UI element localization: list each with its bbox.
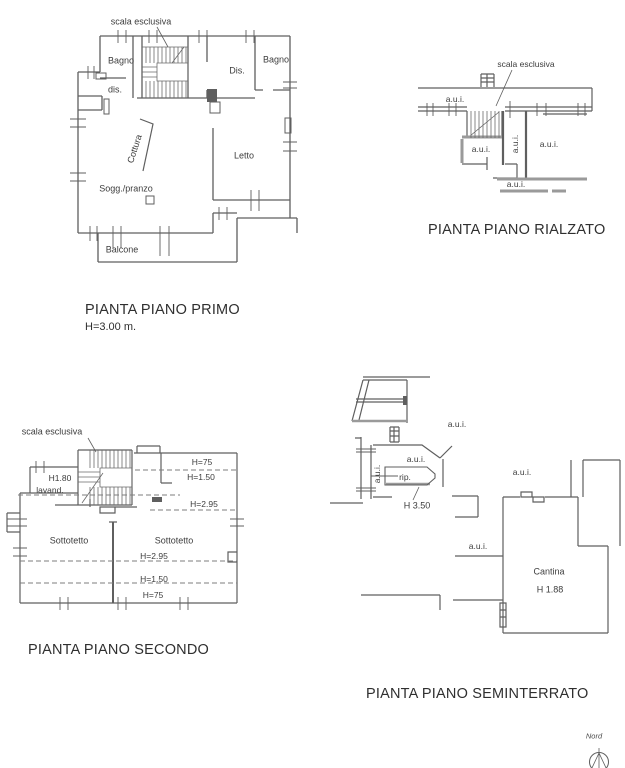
secondo-sottotetto-right: Sottotetto [154,535,194,546]
seminterrato-title: PIANTA PIANO SEMINTERRATO [366,686,589,702]
primo-stair-label: scala esclusiva [110,16,172,27]
secondo-h75-top: H=75 [191,456,213,467]
primo-title: PIANTA PIANO PRIMO [85,302,240,318]
secondo-title: PIANTA PIANO SECONDO [28,642,209,658]
seminterrato-h188: H 1.88 [536,584,564,595]
secondo-h75-bottom: H=75 [142,589,164,600]
secondo-h295-bottom: H=2.95 [140,550,168,561]
primo-room-dis-center: Dis. [229,65,245,76]
secondo-h180: H1.80 [48,472,72,483]
north-compass-icon [590,748,609,768]
rialzato-aui-right: a.u.i. [539,138,559,149]
secondo-h150-top: H=1.50 [187,471,215,482]
rialzato-stair-label: scala esclusiva [497,58,555,69]
primo-room-cottura: Cottura [125,133,144,165]
plan-rialzato-drawing [418,70,592,191]
secondo-lavanderia: lavand. [36,484,64,495]
primo-room-bagno-right: Bagno [262,54,290,65]
secondo-sottotetto-left: Sottotetto [49,535,89,546]
primo-room-soggiorno: Sogg./pranzo [99,183,153,194]
rialzato-aui-bottom: a.u.i. [506,178,526,189]
primo-room-letto: Letto [233,150,255,161]
seminterrato-aui-bottom: a.u.i. [468,540,488,551]
primo-height-note: H=3.00 m. [85,321,137,333]
rialzato-title: PIANTA PIANO RIALZATO [428,222,606,238]
seminterrato-aui-mid: a.u.i. [406,453,426,464]
seminterrato-aui-left-vertical: a.u.i. [371,464,382,484]
rialzato-aui-top-left: a.u.i. [445,93,465,104]
plan-seminterrato-drawing [330,377,620,633]
secondo-h295-top: H=2.95 [190,498,218,509]
primo-room-dis-small: dis. [107,84,123,95]
primo-room-bagno-left: Bagno [107,55,135,66]
north-label: Nord [585,731,603,741]
rialzato-aui-vertical: a.u.i. [509,134,520,154]
seminterrato-cantina: Cantina [533,566,565,577]
secondo-stair-label: scala esclusiva [21,426,83,437]
seminterrato-h350: H 3.50 [403,500,431,511]
seminterrato-aui-right: a.u.i. [512,466,532,477]
secondo-h150-bottom: H=1.50 [140,573,168,584]
seminterrato-aui-top: a.u.i. [447,418,467,429]
primo-room-balcone: Balcone [105,244,139,255]
seminterrato-rip: rip. [399,471,411,482]
rialzato-aui-mid-left: a.u.i. [471,143,491,154]
